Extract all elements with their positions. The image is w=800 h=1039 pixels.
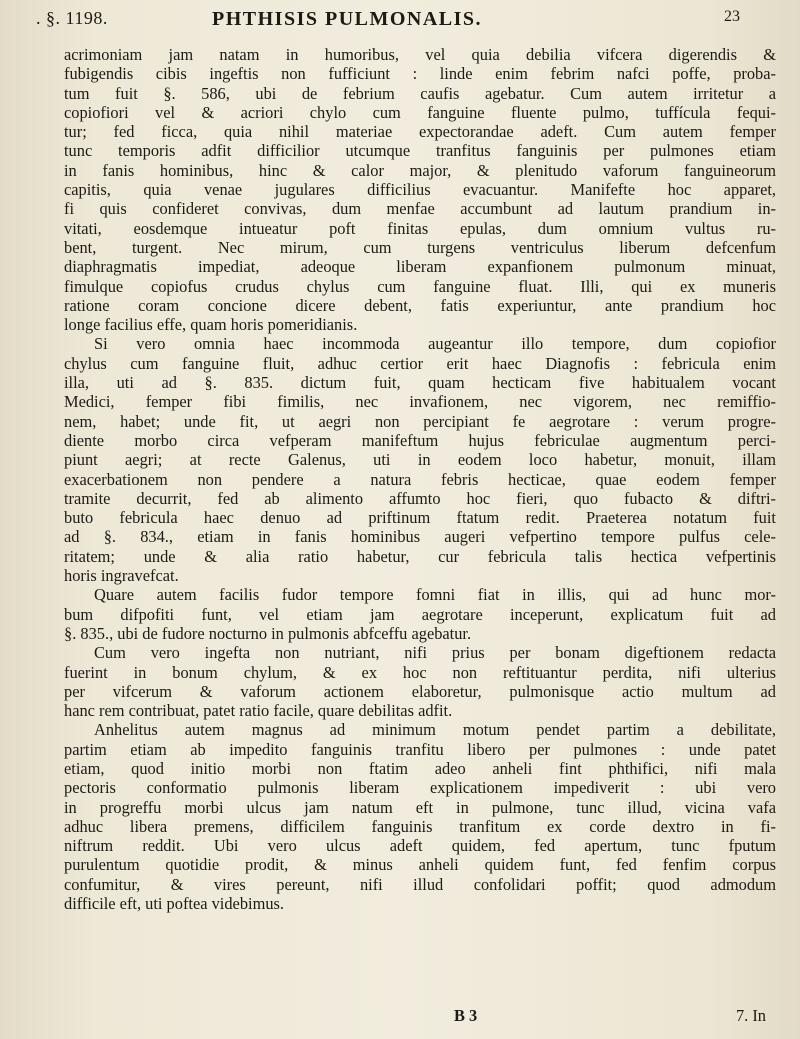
text-line: buto febricula haec denuo ad priftinum ftatum redit. Praeterea notatum fuit — [64, 508, 776, 528]
text-line: Cum vero ingefta non nutriant, nifi prius per bonam digeftionem redacta — [94, 643, 776, 663]
text-line: hanc rem contribuat, patet ratio facile, quare debilitas adfit. — [64, 701, 453, 721]
text-line: Si vero omnia haec incommoda augeantur illo tempore, dum copiofior — [94, 334, 776, 354]
text-line: per vifcerum & vaforum actionem elaboretur, pulmonisque actio multum ad — [64, 681, 776, 701]
text-line: Medici, femper fibi fimilis, nec invafionem, nec vigorem, nec remiffio- — [64, 392, 776, 412]
text-line: purulentum quotidie prodit, & minus anheli quidem funt, fed fenfim corpus — [64, 855, 776, 875]
text-line: difficile eft, uti poftea videbimus. — [64, 894, 285, 914]
text-line: confumitur, & vires pereunt, nifi illud confolidari poffit; quod admodum — [64, 874, 776, 894]
text-line: fimulque copiofus crudus chylus cum fanguine fluat. Illi, qui ex muneris — [64, 276, 776, 296]
text-line: in progreffu morbi ulcus jam natum eft in pulmone, tunc illud, vicina vafa — [64, 797, 776, 817]
text-line: diaphragmatis impediat, adeoque liberam expanfionem pulmonum minuat, — [64, 257, 776, 277]
text-line: etiam, quod initio morbi non ftatim adeo anheli fint phthifici, nifi mala — [64, 758, 776, 778]
text-line: fi quis confideret convivas, dum menfae accumbunt ad lautum prandium in- — [64, 199, 776, 219]
text-line: Anhelitus autem magnus ad minimum motum pendet partim a debilitate, — [94, 720, 776, 740]
text-line: ritatem; unde & alia ratio habetur, cur febricula talis hectica vefpertinis — [64, 546, 776, 566]
text-line: illa, uti ad §. 835. dictum fuit, quam hecticam five habitualem vocant — [64, 373, 776, 393]
header-section-number: . §. 1198. — [36, 8, 108, 28]
text-line: in fanis hominibus, hinc & calor major, & plenitudo vaforum fanguineorum — [64, 160, 776, 180]
text-line: bent, turgent. Nec mirum, cum turgens ventriculus liberum defcenfum — [64, 237, 776, 257]
text-line: vitati, eosdemque intueatur poft finitas epulas, dum omnium vultus ru- — [64, 218, 776, 238]
text-line: tramite decurrit, fed ab alimento affumto hoc fieri, quo fubacto & diftri- — [64, 488, 776, 508]
text-line: longe facilius effe, quam horis pomeridianis. — [64, 315, 358, 335]
text-line: fuerint in bonum chylum, & ex hoc non reftituantur perdita, nifi ulterius — [64, 662, 776, 682]
text-line: exacerbationem non pendere a natura febris hecticae, quae eodem femper — [64, 469, 776, 489]
text-line: fubigendis cibis ingeftis non fufficiunt : linde enim febrim nafci poffe, proba- — [64, 64, 776, 84]
header-title: PHTHISIS PULMONALIS. — [212, 8, 483, 30]
running-header — [36, 8, 780, 38]
page-footer — [64, 1006, 776, 1028]
text-line: niftrum reddit. Ubi vero ulcus adeft quidem, fed apertum, tunc fputum — [64, 836, 776, 856]
text-line: §. 835., ubi de fudore nocturno in pulmonis abfceffu agebatur. — [64, 623, 472, 643]
text-line: ad §. 834., etiam in fanis hominibus augeri vefpertino tempore pulfus cele- — [64, 527, 776, 547]
text-line: Quare autem facilis fudor tempore fomni fiat in illis, qui ad hunc mor- — [94, 585, 776, 605]
body-text — [64, 45, 776, 913]
catchword: 7. In — [735, 1006, 766, 1025]
text-line: tum fuit §. 586, ubi de febrium caufis agebatur. Cum autem irritetur a — [64, 83, 776, 103]
text-line: tur; fed ficca, quia nihil materiae expectorandae adeft. Cum autem femper — [64, 122, 776, 142]
text-line: acrimoniam jam natam in humoribus, vel quia debilia vifcera digerendis & — [64, 45, 776, 64]
text-line: diente morbo circa vefperam manifeftum hujus febriculae augmentum perci- — [64, 430, 776, 450]
text-line: copiofiori vel & acriori chylo cum fanguine fluente pulmo, tuffícula fequi- — [64, 102, 776, 122]
text-line: tunc temporis adfit difficilior utcumque tranfitus fanguinis per pulmones etiam — [64, 141, 776, 161]
text-line: adhuc libera premens, difficilem fanguinis tranfitum ex corde dextro in fi- — [64, 816, 776, 836]
text-line: nem, habet; unde fit, ut aegri non percipiant fe aegrotare : verum progre- — [64, 411, 776, 431]
text-line: ratione coram concione dicere debent, fatis experiuntur, ante prandium hoc — [64, 295, 776, 315]
text-line: partim etiam ab impedito fanguinis tranfitu libero per pulmones : unde patet — [64, 739, 776, 759]
page-number: 23 — [724, 8, 740, 25]
text-line: horis ingravefcat. — [64, 566, 179, 586]
text-line: chylus cum fanguine fluit, adhuc certior erit haec Diagnofis : febricula enim — [64, 353, 776, 373]
text-line: pectoris conformatio pulmonis liberam explicationem impediverit : ubi vero — [64, 778, 776, 798]
signature-mark: B 3 — [454, 1006, 478, 1025]
text-line: piunt aegri; at recte Galenus, uti in eodem loco habetur, monuit, illam — [64, 450, 776, 470]
text-line: capitis, quia venae jugulares difficilius evacuantur. Manifefte hoc apparet, — [64, 180, 776, 200]
text-line: bum difpofiti funt, vel etiam jam aegrotare inceperunt, explicatum fuit ad — [64, 604, 776, 624]
